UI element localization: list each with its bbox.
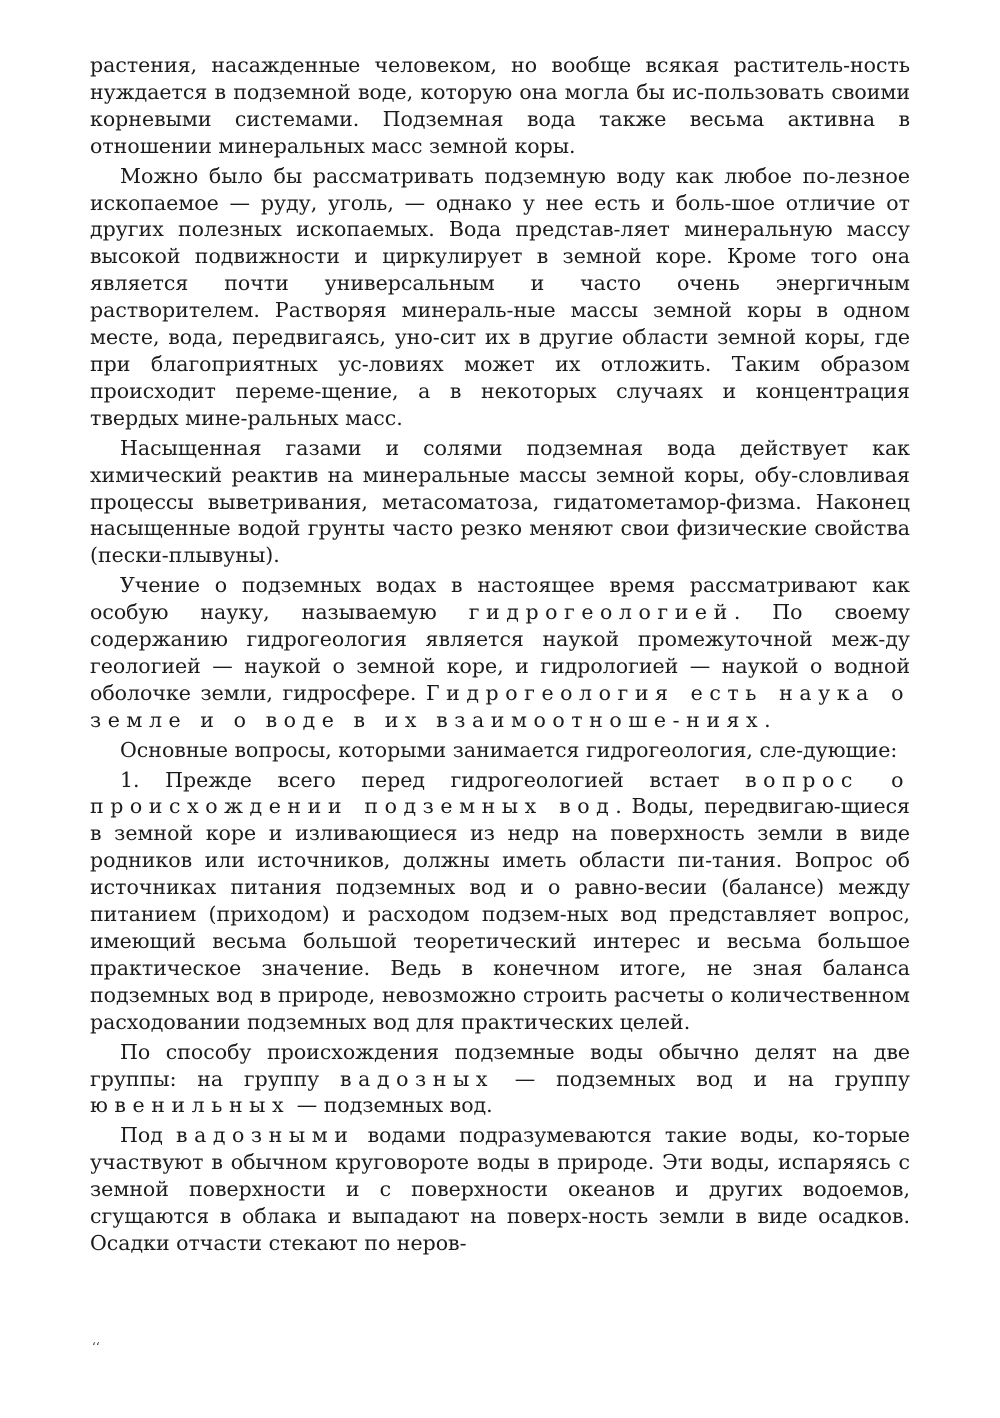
paragraph-5-text: Основные вопросы, которыми занимается гидрогеология, сле-дующие: [120, 737, 898, 762]
paragraph-2 [90, 163, 910, 432]
paragraph-3-text: Насыщенная газами и солями подземная вода действует как химический реактив на минеральные массы земной коры, обу-словливая процессы выветривания, метасоматоза, гидатометамор-физма. Наконец насыщенные водой грунты часто резко меняют свои физические свойства (пески-плывуны). [90, 435, 910, 568]
paragraph-4-text-c: . По своему содержанию гидрогеология является наукой промежуточной меж-ду геологией — наукой о земной коре, и гидрологией — наукой о водной оболочке земли, гидросфере. [90, 600, 910, 705]
term-juvenile: ювенильных [90, 1093, 291, 1118]
paragraph-7-text-c: — подземных вод и на группу [514, 1066, 910, 1091]
paragraph-6-text-a: 1. Прежде всего перед гидрогеологией встает [120, 767, 720, 792]
paragraph-7-text-a: По способу происхождения подземные воды обычно делят на две группы: на группу [90, 1039, 910, 1091]
paragraph-3 [90, 435, 910, 570]
term-hydrogeology: гидрогеологией [468, 600, 734, 625]
paragraph-4 [90, 572, 910, 733]
term-vadose: вадозных [340, 1066, 494, 1091]
paragraph-4-text-a: Учение о подземных водах в настоящее время рассматривают как особую науку, называемую [90, 573, 910, 625]
paragraph-6-text-c: . Воды, передвигаю-щиеся в земной коре и изливающиеся из недр на поверхность земли в виде родников или источников, должны иметь области пи-тания. Вопрос об источниках питания подземных вод и о равно-весии (балансе) между питанием (приходом) и расходом подзем-ных вод представляет вопрос, имеющий весьма большой теоретический интерес и весьма большое практическое значение. Ведь в конечном итоге, не зная баланса подземных вод в природе, невозможно строить расчеты о количественном расходовании подземных вод для практических целей. [90, 794, 910, 1034]
paragraph-7-text-e: — подземных вод. [296, 1093, 493, 1118]
term-origin-question: вопрос о происхождении подземных вод [90, 767, 910, 819]
page-footer-mark: ‘‘ [92, 1340, 100, 1354]
paragraph-1 [90, 52, 910, 160]
paragraph-6 [90, 767, 910, 1036]
paragraph-5 [90, 737, 910, 764]
definition-hydrogeology: Гидрогеология есть наука о земле и о воде в их взаимоотноше-ниях. [90, 680, 910, 732]
document-page [90, 52, 910, 1260]
paragraph-8 [90, 1122, 910, 1257]
paragraph-8-text-a: Под [120, 1123, 163, 1148]
paragraph-2-text: Можно было бы рассматривать подземную воду как любое по-лезное ископаемое — руду, уголь, — однако у нее есть и боль-шое отличие от других полезных ископаемых. Вода представ-ляет минеральную массу высокой подвижности и циркулирует в земной коре. Кроме того она является почти универсальным и часто очень энергичным растворителем. Растворяя минераль-ные массы земной коры в одном месте, вода, передвигаясь, уно-сит их в другие области земной коры, где при благоприятных ус-ловиях может их отложить. Таким образом происходит переме-щение, а в некоторых случаях и концентрация твердых мине-ральных масс. [90, 163, 910, 430]
paragraph-7 [90, 1039, 910, 1120]
term-vadose-waters: вадозными [175, 1123, 355, 1148]
paragraph-8-text-c: водами подразумеваются такие воды, ко-торые участвуют в обычном круговороте воды в природе. Эти воды, испаряясь с земной поверхности и с поверхности океанов и других водоемов, сгущаются в облака и выпадают на поверх-ность земли в виде осадков. Осадки отчасти стекают по неров- [90, 1123, 910, 1255]
paragraph-1-text: растения, насажденные человеком, но вообще всякая раститель-ность нуждается в подземной воде, которую она могла бы ис-пользовать своими корневыми системами. Подземная вода также весьма активна в отношении минеральных масс земной коры. [90, 53, 910, 158]
